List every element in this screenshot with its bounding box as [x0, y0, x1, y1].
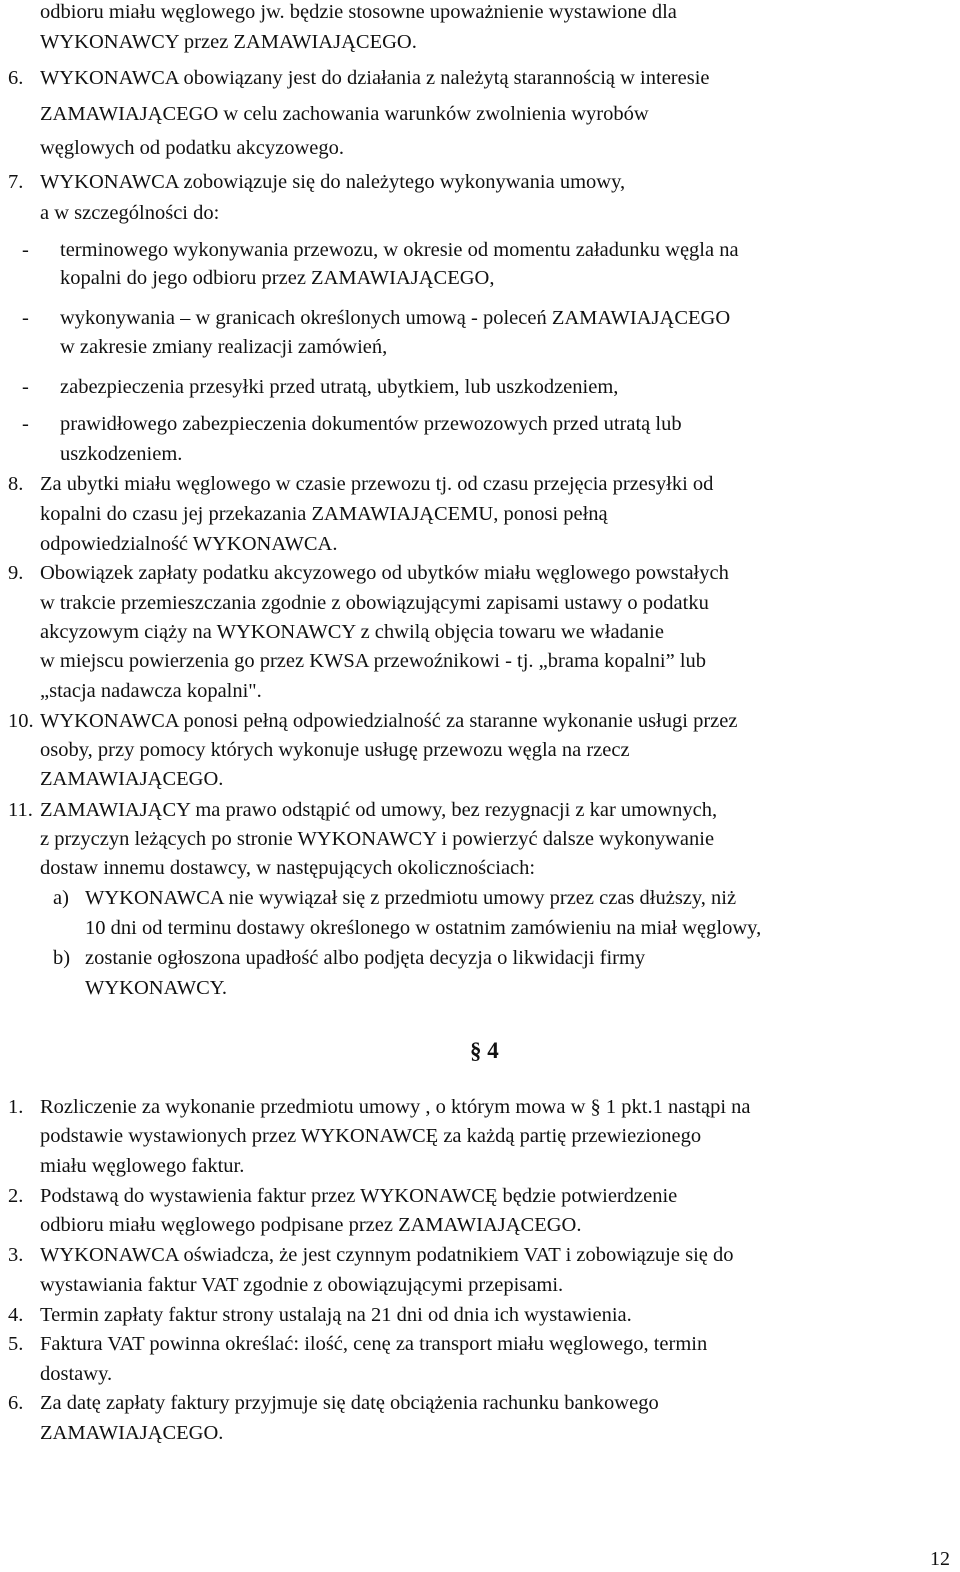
- bullet-4-line-2: uszkodzeniem.: [60, 443, 183, 465]
- item-9-line-5: „stacja nadawcza kopalni".: [40, 680, 262, 702]
- s4-item-3-number: 3.: [8, 1244, 24, 1266]
- item-9-line-3: akcyzowym ciąży na WYKONAWCY z chwilą objęcia towaru we władanie: [40, 621, 664, 643]
- s4-item-4-line-1: Termin zapłaty faktur strony ustalają na 21 dni od dnia ich wystawienia.: [40, 1304, 632, 1326]
- s4-item-2-line-1: Podstawą do wystawienia faktur przez WYKONAWCĘ będzie potwierdzenie: [40, 1185, 678, 1207]
- item-10-line-2: osoby, przy pomocy których wykonuje usługę przewozu węgla na rzecz: [40, 739, 630, 761]
- item-8-line-1: Za ubytki miału węglowego w czasie przewozu tj. od czasu przejęcia przesyłki od: [40, 473, 714, 495]
- bullet-3-line-1: zabezpieczenia przesyłki przed utratą, ubytkiem, lub uszkodzeniem,: [60, 376, 619, 398]
- bullet-3-dash: -: [22, 376, 29, 398]
- item-8-line-2: kopalni do czasu jej przekazania ZAMAWIAJĄCEMU, ponosi pełną: [40, 503, 608, 525]
- bullet-2-line-1: wykonywania – w granicach określonych umową - poleceń ZAMAWIAJĄCEGO: [60, 307, 731, 329]
- item-11-number: 11.: [8, 799, 33, 821]
- item-10-line-1: WYKONAWCA ponosi pełną odpowiedzialność za staranne wykonanie usługi przez: [40, 710, 738, 732]
- bullet-1-line-1: terminowego wykonywania przewozu, w okresie od momentu załadunku węgla na: [60, 239, 739, 261]
- bullet-1-dash: -: [22, 239, 29, 261]
- item-10-line-3: ZAMAWIAJĄCEGO.: [40, 768, 224, 790]
- subitem-b-line-2: WYKONAWCY.: [85, 977, 228, 999]
- item-8-number: 8.: [8, 473, 24, 495]
- subitem-a-line-1: WYKONAWCA nie wywiązał się z przedmiotu umowy przez czas dłuższy, niż: [85, 887, 737, 909]
- s4-item-5-line-2: dostawy.: [40, 1363, 113, 1385]
- item-9-number: 9.: [8, 562, 24, 584]
- subitem-b-line-1: zostanie ogłoszona upadłość albo podjęta decyzja o likwidacji firmy: [85, 947, 646, 969]
- s4-item-5-line-1: Faktura VAT powinna określać: ilość, cenę za transport miału węglowego, termin: [40, 1333, 708, 1355]
- s4-item-1-line-2: podstawie wystawionych przez WYKONAWCĘ za każdą partię przewiezionego: [40, 1125, 702, 1147]
- s4-item-3-line-2: wystawiania faktur VAT zgodnie z obowiązującymi przepisami.: [40, 1274, 564, 1296]
- bullet-1-line-2: kopalni do jego odbioru przez ZAMAWIAJĄCEGO,: [60, 267, 495, 289]
- item-11-line-1: ZAMAWIAJĄCY ma prawo odstąpić od umowy, bez rezygnacji z kar umownych,: [40, 799, 718, 821]
- item-6-number: 6.: [8, 67, 24, 89]
- item-8-line-3: odpowiedzialność WYKONAWCA.: [40, 533, 338, 555]
- s4-item-6-number: 6.: [8, 1392, 24, 1414]
- item-6-line-2: ZAMAWIAJĄCEGO w celu zachowania warunków zwolnienia wyrobów: [40, 103, 649, 125]
- s4-item-2-line-2: odbioru miału węglowego podpisane przez ZAMAWIAJĄCEGO.: [40, 1214, 582, 1236]
- s4-item-6-line-1: Za datę zapłaty faktury przyjmuje się datę obciążenia rachunku bankowego: [40, 1392, 659, 1414]
- item-7-line-1: WYKONAWCA zobowiązuje się do należytego wykonywania umowy,: [40, 171, 626, 193]
- subitem-a-label: a): [53, 887, 69, 909]
- subitem-b-label: b): [53, 947, 71, 969]
- item-6-line-3: węglowych od podatku akcyzowego.: [40, 137, 344, 159]
- bullet-4-line-1: prawidłowego zabezpieczenia dokumentów przewozowych przed utratą lub: [60, 413, 682, 435]
- intro-line-1: odbioru miału węglowego jw. będzie stosowne upoważnienie wystawione dla: [40, 1, 677, 23]
- item-6-line-1: WYKONAWCA obowiązany jest do działania z należytą starannością w interesie: [40, 67, 710, 89]
- intro-line-2: WYKONAWCY przez ZAMAWIAJĄCEGO.: [40, 31, 417, 53]
- s4-item-4-number: 4.: [8, 1304, 24, 1326]
- item-11-line-3: dostaw innemu dostawcy, w następujących okolicznościach:: [40, 857, 536, 879]
- item-7-number: 7.: [8, 171, 24, 193]
- s4-item-1-line-3: miału węglowego faktur.: [40, 1155, 245, 1177]
- s4-item-3-line-1: WYKONAWCA oświadcza, że jest czynnym podatnikiem VAT i zobowiązuje się do: [40, 1244, 734, 1266]
- s4-item-1-number: 1.: [8, 1096, 24, 1118]
- item-9-line-2: w trakcie przemieszczania zgodnie z obowiązującymi zapisami ustawy o podatku: [40, 592, 709, 614]
- bullet-4-dash: -: [22, 413, 29, 435]
- item-9-line-4: w miejscu powierzenia go przez KWSA przewoźnikowi - tj. „brama kopalni” lub: [40, 650, 707, 672]
- s4-item-2-number: 2.: [8, 1185, 24, 1207]
- item-7-line-2: a w szczególności do:: [40, 202, 220, 224]
- s4-item-6-line-2: ZAMAWIAJĄCEGO.: [40, 1422, 224, 1444]
- section-heading: § 4: [470, 1038, 499, 1063]
- item-9-line-1: Obowiązek zapłaty podatku akcyzowego od ubytków miału węglowego powstałych: [40, 562, 729, 584]
- item-10-number: 10.: [8, 710, 34, 732]
- subitem-a-line-2: 10 dni od terminu dostawy określonego w ostatnim zamówieniu na miał węglowy,: [85, 917, 762, 939]
- item-11-line-2: z przyczyn leżących po stronie WYKONAWCY i powierzyć dalsze wykonywanie: [40, 828, 715, 850]
- bullet-2-line-2: w zakresie zmiany realizacji zamówień,: [60, 336, 388, 358]
- page-number: 12: [930, 1548, 950, 1570]
- s4-item-1-line-1: Rozliczenie za wykonanie przedmiotu umowy , o którym mowa w § 1 pkt.1 nastąpi na: [40, 1096, 751, 1118]
- s4-item-5-number: 5.: [8, 1333, 24, 1355]
- bullet-2-dash: -: [22, 307, 29, 329]
